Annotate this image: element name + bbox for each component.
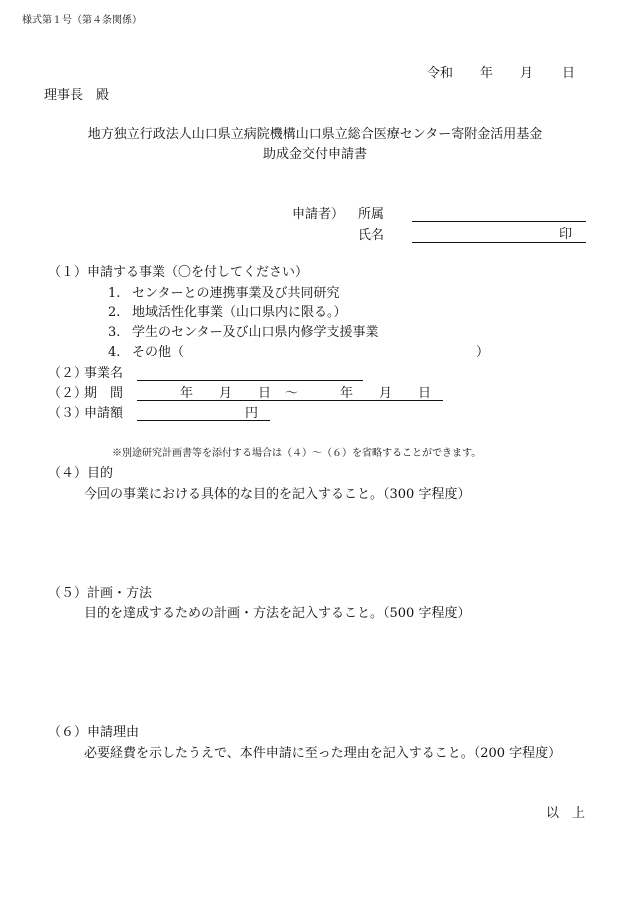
document-title-line1: 地方独立行政法人山口県立病院機構山口県立総合医療センター寄附金活用基金: [87, 127, 543, 142]
period-number: （２）: [48, 386, 88, 401]
section1-heading: （１）申請する事業（〇を付してください）: [48, 265, 309, 280]
section1-item-number: 1.: [108, 286, 121, 301]
section4-instruction: 今回の事業における具体的な目的を記入すること。（300 字程度）: [84, 487, 471, 502]
period-start-month: 月: [219, 386, 233, 401]
period-start-year: 年: [180, 386, 194, 401]
section5-instruction: 目的を達成するための計画・方法を記入すること。（500 字程度）: [84, 606, 471, 621]
section1-item-number: 3.: [108, 325, 121, 340]
period-end-day: 日: [418, 386, 432, 401]
addressee: 理事長 殿: [44, 88, 110, 103]
section1-item-text[interactable]: 地域活性化事業（山口県内に限る。）: [132, 305, 347, 320]
date-month-unit: 月: [520, 66, 534, 81]
period-field[interactable]: [137, 400, 443, 401]
affiliation-field[interactable]: [412, 221, 586, 222]
amount-unit: 円: [245, 406, 259, 421]
section1-item-text[interactable]: その他（: [132, 345, 185, 360]
affiliation-label: 所属: [358, 207, 385, 222]
section1-item-text[interactable]: センターとの連携事業及び共同研究: [132, 286, 340, 301]
amount-label: 申請額: [84, 406, 124, 421]
date-year-unit: 年: [480, 66, 494, 81]
period-end-month: 月: [379, 386, 393, 401]
attachment-note: ※別途研究計画書等を添付する場合は（４）～（６）を省略することができます。: [112, 448, 482, 459]
seal-mark: 印: [559, 227, 573, 242]
project-name-field[interactable]: [137, 380, 363, 381]
section6-heading: （６）申請理由: [48, 725, 140, 740]
section5-heading: （５）計画・方法: [48, 586, 153, 601]
document-title-line2: 助成金交付申請書: [262, 147, 367, 162]
name-label: 氏名: [358, 228, 385, 243]
form-number: 様式第１号（第４条関係）: [22, 15, 142, 26]
period-end-year: 年: [340, 386, 354, 401]
section1-item-number: 4.: [108, 345, 121, 360]
section6-instruction: 必要経費を示したうえで、本件申請に至った理由を記入すること。（200 字程度）: [84, 746, 562, 761]
section1-item-text[interactable]: 学生のセンター及び山口県内修学支援事業: [132, 325, 379, 340]
section4-heading: （４）目的: [48, 466, 114, 481]
amount-number: （３）: [48, 406, 88, 421]
date-era: 令和: [427, 66, 454, 81]
other-close-paren: ）: [476, 345, 490, 360]
period-tilde: ～: [285, 386, 299, 401]
date-day-unit: 日: [562, 66, 576, 81]
period-label: 期 間: [84, 386, 124, 401]
period-start-day: 日: [258, 386, 272, 401]
project-name-label: 事業名: [84, 366, 124, 381]
project-name-number: （２）: [48, 366, 88, 381]
amount-field[interactable]: [137, 420, 270, 421]
closing-mark: 以 上: [546, 806, 586, 821]
section1-item-number: 2.: [108, 305, 121, 320]
applicant-label: 申請者）: [292, 207, 345, 222]
